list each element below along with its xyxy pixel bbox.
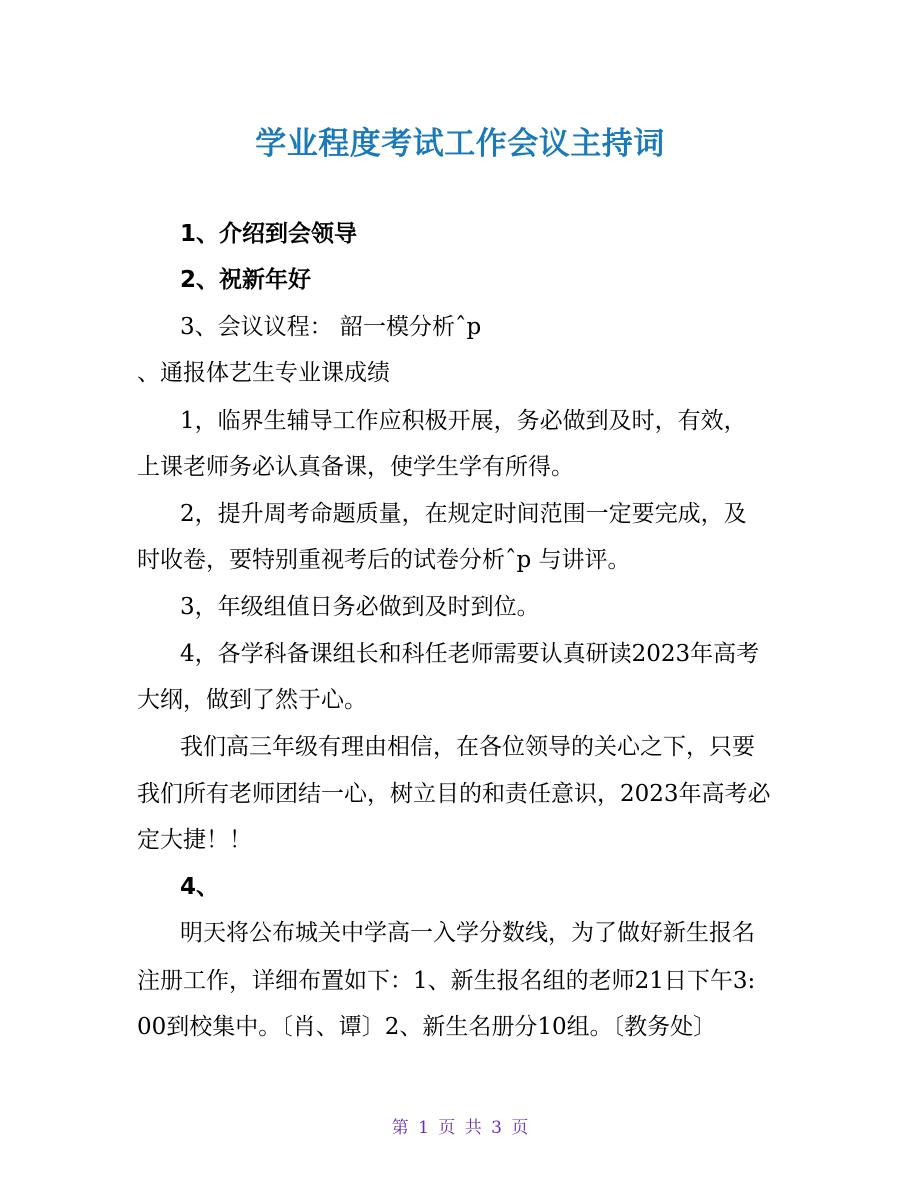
text-line: 2、祝新年好	[180, 267, 312, 293]
text-line: 2，提升周考命题质量，在规定时间范围一定要完成，及	[180, 501, 747, 527]
text-line: 00到校集中。〔肖、谭〕2、新生名册分10组。〔教务处〕	[137, 1014, 717, 1040]
page-footer: 第 1 页 共 3 页	[391, 1118, 529, 1138]
text-line: 注册工作，详细布置如下：1、新生报名组的老师21日下午3:	[137, 968, 756, 994]
text-line: 明天将公布城关中学高一入学分数线，为了做好新生报名	[180, 920, 755, 946]
text-line: 时收卷，要特别重视考后的试卷分析ˆp 与讲评。	[137, 547, 631, 573]
text-line: 、通报体艺生专业课成绩	[137, 360, 390, 386]
text-line: 1、介绍到会领导	[180, 221, 358, 247]
text-line: 我们所有老师团结一心，树立目的和责任意识，2023年高考必	[137, 781, 771, 807]
text-line: 大纲，做到了然于心。	[137, 687, 367, 713]
text-line: 3、会议议程： 韶一模分析ˆp	[180, 314, 482, 340]
text-line: 4，各学科备课组长和科任老师需要认真研读2023年高考	[180, 641, 760, 667]
text-line: 定大捷！！	[137, 827, 252, 853]
page-title: 学业程度考试工作会议主持词	[255, 126, 665, 162]
text-line: 3，年级组值日务必做到及时到位。	[180, 594, 540, 620]
text-line: 1，临界生辅导工作应积极开展，务必做到及时，有效，	[180, 408, 747, 434]
text-line: 上课老师务必认真备课，使学生学有所得。	[137, 454, 574, 480]
text-line: 我们高三年级有理由相信，在各位领导的关心之下，只要	[180, 734, 755, 760]
text-line: 4、	[180, 874, 220, 900]
